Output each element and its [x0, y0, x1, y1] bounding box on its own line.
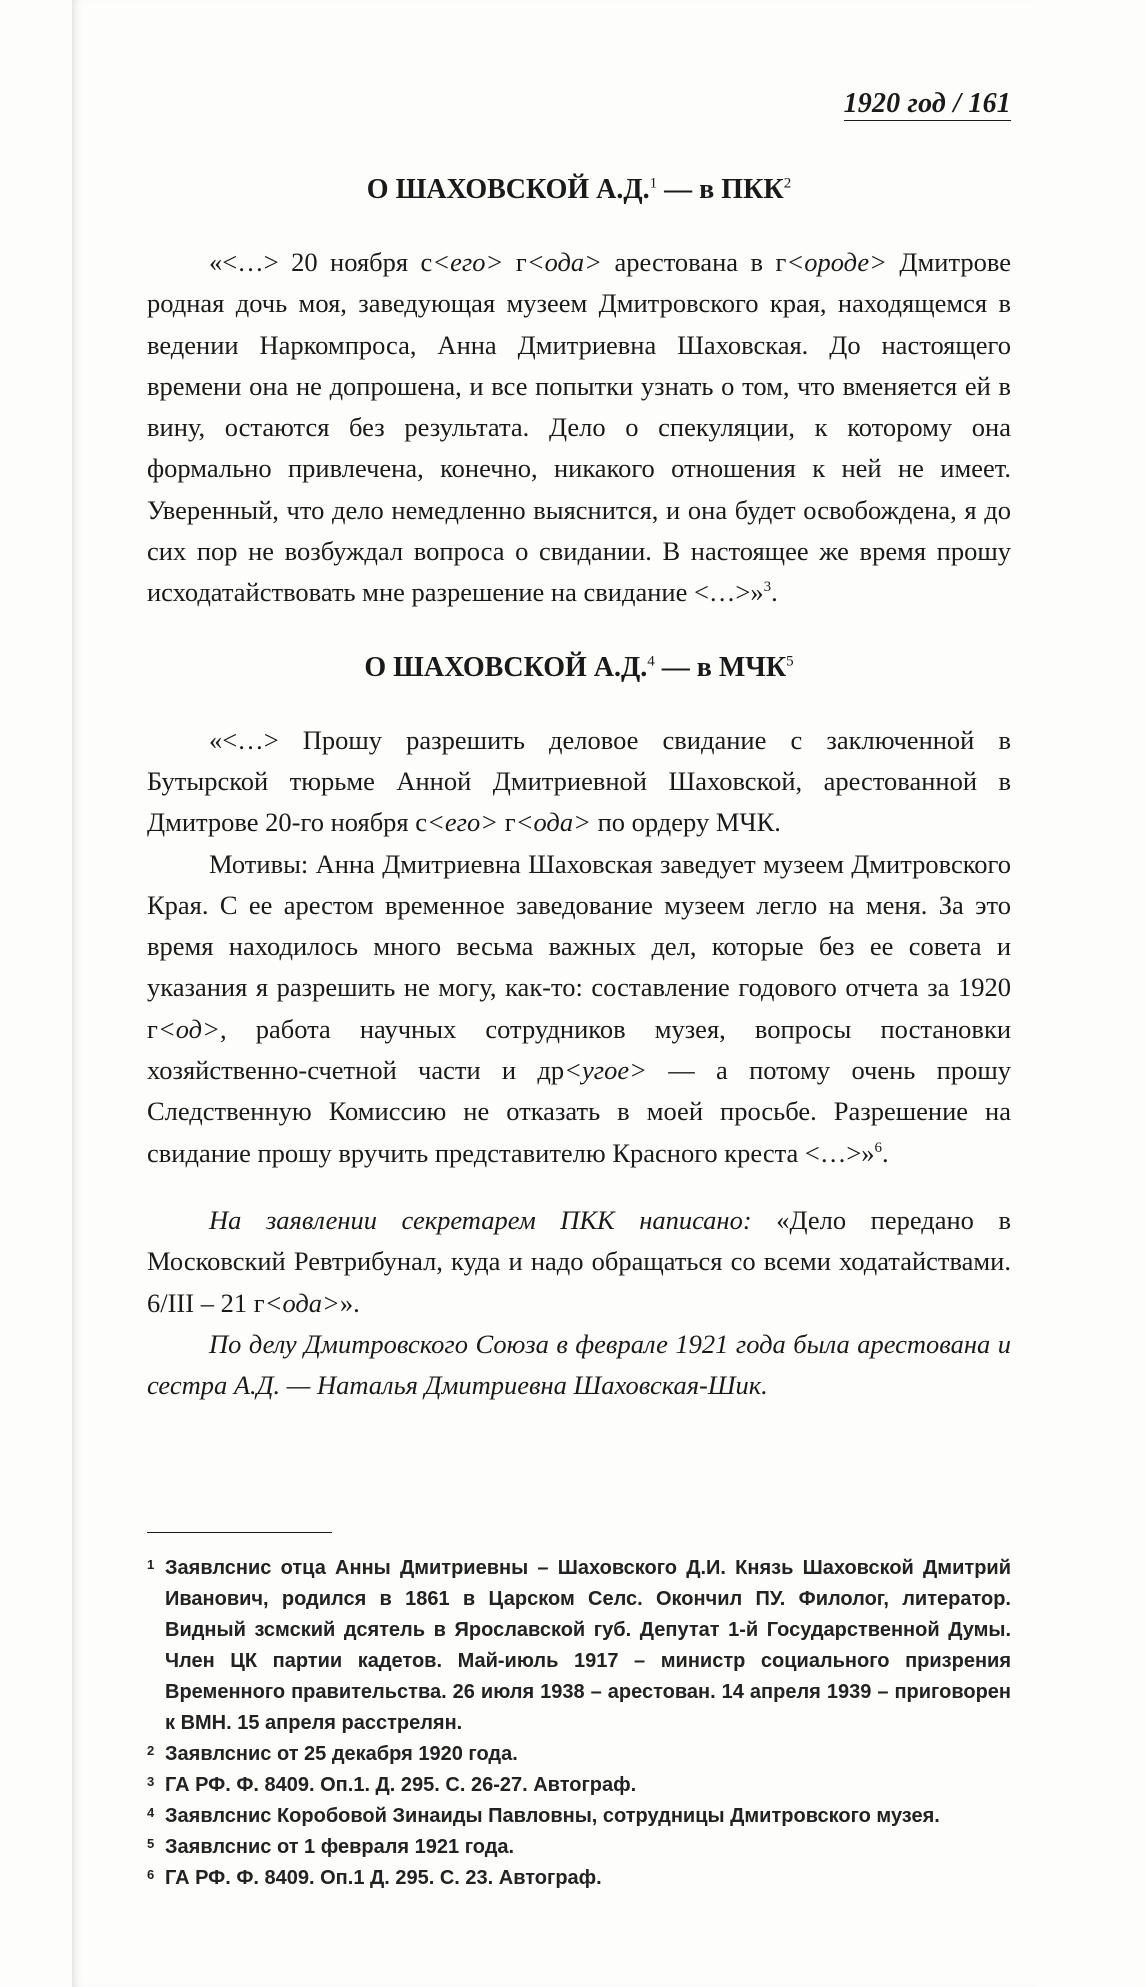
footnote — [147, 1770, 1011, 1801]
editorial-insert: <ороде> — [786, 247, 887, 277]
title-text: О ШАХОВСКОЙ А.Д. — [366, 174, 650, 205]
note-italic: На заявлении секретарем ПКК написано: — [209, 1204, 752, 1235]
text-run: , работа научных сотрудников музея, вопросы постановки хозяйственно-счетной части и др — [147, 1013, 1011, 1086]
book-page — [72, 0, 1036, 1987]
footnote-number: 3 — [147, 1774, 155, 1789]
text-run: Мотивы: Анна Дмитриевна Шаховская заведует музеем Дмитровского Края. С ее арестом временное заведование музеем легло на меня. За это время находилось много весьма важных дел, которые без ее совета и указания я разрешить не могу, как-то: составление годового отчета за 1920 г — [147, 848, 1011, 1044]
title-text: О ШАХОВСКОЙ А.Д. — [364, 651, 648, 683]
text-run: — а потому очень прошу Следственную Комиссию не отказать в моей просьбе. Разрешение на свидание прошу вручить представителю Красного креста <…>» — [147, 1055, 1011, 1168]
footnote — [147, 1801, 1011, 1832]
footnote-number: 2 — [147, 1743, 155, 1758]
text-run: «<…> 20 ноября с — [209, 247, 433, 277]
editorial-insert: <од> — [157, 1013, 220, 1044]
editorial-insert: <ода> — [264, 1287, 340, 1318]
footnote-ref: 4 — [647, 653, 655, 670]
letter-paragraph — [147, 844, 1011, 1174]
footnotes — [147, 1532, 1011, 1894]
footnote-ref: 5 — [786, 653, 794, 670]
footnote — [147, 1832, 1011, 1863]
footnote-text: Заявлснис отца Анны Дмитриевны – Шаховского Д.И. Князь Шаховской Дмитрий Иванович, родился в 1861 в Царском Селс. Окончил ПУ. Филолог, литератор. Видный зсмский дсятель в Ярославской губ. Депутат 1-й Государственной Думы. Член ЦК партии кадетов. Май-июль 1917 – министр социального призрения Временного правительства. 26 июля 1938 – арестован. 14 апреля 1939 – приговорен к ВМН. 15 апреля расстрелян. — [165, 1557, 1011, 1734]
text-run: ». — [339, 1287, 360, 1318]
letter-paragraph — [147, 720, 1011, 844]
editorial-insert: <угое> — [564, 1055, 647, 1086]
text-run: г — [498, 807, 516, 838]
text-run: по ордеру МЧК. — [590, 807, 781, 838]
footnote-ref: 6 — [874, 1139, 883, 1156]
page-body — [147, 168, 1011, 1406]
editorial-insert: <ода> — [515, 807, 591, 838]
footnote-number: 6 — [147, 1867, 155, 1882]
title-text: — в ПКК — [657, 174, 784, 205]
footnote-text: ГА РФ. Ф. 8409. Оп.1. Д. 295. С. 26-27. Автограф. — [165, 1774, 637, 1796]
editorial-insert: <его> — [427, 807, 499, 838]
text-run: г — [503, 247, 527, 277]
footnote-text: Заявлснис от 1 февраля 1921 года. — [165, 1836, 515, 1858]
text-run: «Дело передано в Московский Ревтрибунал, куда и надо обращаться со всеми ходатайствами. 6/III – 21 г — [147, 1204, 1011, 1318]
text-run: «<…> Прошу разрешить деловое свидание с заключенной в Бутырской тюрьме Анной Дмитриевной Шаховской, арестованной в Дмитрове 20-го ноября с — [147, 724, 1011, 838]
footnote — [147, 1739, 1011, 1770]
footnote-text: Заявлснис Коробовой Зинаиды Павловны, сотрудницы Дмитровского музея. — [165, 1805, 940, 1827]
closing-italic: По делу Дмитровского Союза в феврале 1921 года была арестована и сестра А.Д. — Наталья Дмитриевна Шаховская-Шик. — [147, 1328, 1011, 1401]
text-run: . — [771, 577, 778, 608]
title-text: — в МЧК — [654, 651, 787, 683]
footnote-text: Заявлснис от 25 декабря 1920 года. — [165, 1743, 518, 1765]
section-title-pkk — [147, 168, 1011, 212]
footnote-number: 5 — [147, 1836, 155, 1851]
footnote-number: 1 — [147, 1557, 155, 1572]
footnote-text: ГА РФ. Ф. 8409. Оп.1 Д. 295. С. 23. Автограф. — [165, 1867, 602, 1889]
running-head-text: 1920 год / 161 — [843, 88, 1011, 119]
editorial-insert: <его> — [432, 247, 504, 277]
editorial-insert: <ода> — [526, 247, 603, 277]
text-run: . — [882, 1137, 889, 1168]
footnote-ref: 3 — [763, 579, 772, 596]
letter-paragraph — [147, 242, 1011, 614]
section-title-mchk — [147, 646, 1011, 690]
footnote-rule — [147, 1532, 332, 1533]
editorial-note — [147, 1200, 1011, 1324]
text-run: Дмитрове родная дочь моя, заведующая музеем Дмитровского края, находящемся в ведении Наркомпроса, Анна Дмитриевна Шаховская. До настоящего времени она не допрошена, и все попытки узнать о том, что вменяется ей в вину, остаются без результата. Дело о спекуляции, к которому она формально привлечена, конечно, никакого отношения к ней не имеет. Уверенный, что дело немедленно выяснится, и она будет освобождена, я до сих пор не возбуждал вопроса о свидании. В настоящее же время прошу исходатайствовать мне разрешение на свидание <…>» — [147, 247, 1011, 608]
footnote — [147, 1863, 1011, 1894]
footnote — [147, 1553, 1011, 1739]
footnote-number: 4 — [147, 1805, 155, 1820]
footnote-ref: 1 — [649, 175, 658, 192]
running-head — [147, 88, 1011, 120]
footnote-ref: 2 — [783, 175, 792, 192]
closing-note — [147, 1324, 1011, 1407]
text-run: арестована в г — [602, 247, 787, 277]
